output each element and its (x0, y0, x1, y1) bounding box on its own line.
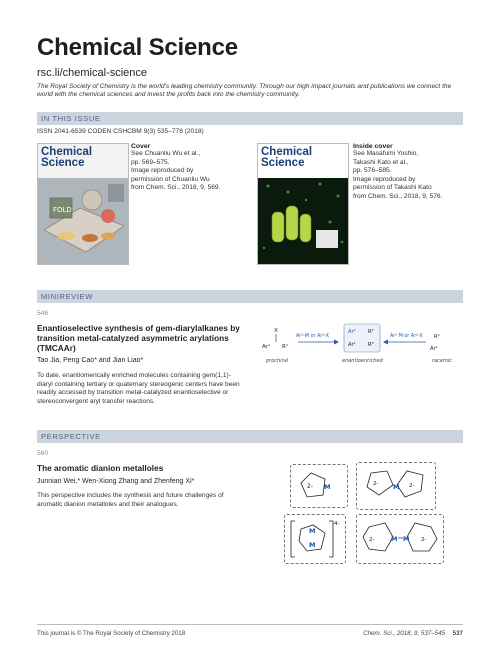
scheme-ar-label: Ar¹ (262, 344, 271, 350)
footer-page-number: 537 (452, 630, 463, 637)
structure-spiro-metallole (356, 462, 436, 510)
inside-cover-caption-title: Inside cover (353, 143, 393, 150)
inside-cover-artwork (258, 178, 348, 264)
cover-mini-title: Chemical Science (261, 146, 313, 169)
structure-bimetallic (284, 514, 346, 564)
metal-label: M (309, 541, 316, 549)
cover-caption-line: pp. 569–575. (131, 158, 170, 166)
footer-divider (37, 624, 463, 625)
metal-label: M (324, 483, 331, 491)
cover-mini-title: Chemical Science (41, 146, 93, 169)
section-label: PERSPECTIVE (41, 432, 101, 441)
metal-label: M (391, 535, 398, 543)
article-title[interactable]: The aromatic dianion metalloles (37, 463, 164, 473)
inside-cover-caption-line: from Chem. Sci., 2018, 9, 576. (353, 192, 443, 200)
scheme-r-label: R² (434, 334, 440, 340)
metal-label: M (309, 527, 316, 535)
article-page-number: 546 (37, 310, 49, 317)
section-label: IN THIS ISSUE (41, 114, 101, 123)
structure-metallole (290, 464, 348, 508)
cover-caption-line: from Chem. Sci., 2018, 9, 569. (131, 184, 221, 192)
scheme-left-reagent: Ar²-M or Ar²-X (296, 334, 329, 339)
inside-cover-caption-line: See Masafumi Yoshio, (353, 150, 419, 157)
scheme-right-reagent: Ar² M or Ar²-X (390, 334, 423, 339)
cover-image[interactable] (37, 143, 129, 265)
inside-cover-caption-line: permission of Takashi Kato (353, 184, 432, 192)
scheme-prochiral-label: prochiral (266, 358, 289, 364)
journal-title: Chemical Science (37, 34, 238, 61)
cover-caption-line: See Chuanliu Wu et al., (131, 150, 201, 157)
section-label: MINIREVIEW (41, 292, 93, 301)
section-header-perspective (37, 430, 463, 443)
scheme-r-label: R² (368, 329, 374, 335)
section-header-minireview (37, 290, 463, 303)
scheme-racemic-label: racemic (432, 358, 452, 364)
inside-cover-image[interactable] (257, 143, 349, 265)
section-header-in-this-issue (37, 112, 463, 125)
article-abstract: To date, enantiomerically enriched molecules containing gem(1,1)-diaryl containing tertiary or quaternary stereogenic centers have been readily accessed by transition metal-catalyzed enantioselective or stereoconvergent aryl transfer reactions. (37, 372, 240, 405)
scheme-r-label: R³ (368, 342, 374, 348)
article-page-number: 560 (37, 450, 49, 457)
article-abstract: This perspective includes the synthesis and future challenges of aromatic dianion metalloles and their analogues. (37, 492, 224, 508)
scheme-ar-label: Ar² (348, 329, 356, 335)
cover-caption (131, 143, 226, 193)
charge-label: 4- (334, 521, 340, 527)
footer-citation: Chem. Sci., 2018, 9, 537–545 (363, 630, 445, 637)
cover-caption-line: Image reproduced by (131, 167, 194, 175)
inside-cover-caption-line: Takashi Kato et al., (353, 158, 409, 166)
scheme-ar-label: Ar¹ (348, 342, 356, 348)
inside-cover-caption-line: pp. 576–585. (353, 167, 392, 175)
journal-url[interactable]: rsc.li/chemical-science (37, 67, 148, 79)
issn-line: ISSN 2041-6539 CODEN CSHCBM 9(3) 535–778 (2018) (37, 128, 204, 135)
article-authors: Junnian Wei,* Wen-Xiong Zhang and Zhenfeng Xi* (37, 478, 195, 485)
charge-label: 2- (409, 483, 415, 489)
inside-cover-caption-line: Image reproduced by (353, 175, 416, 183)
charge-label: 2- (307, 483, 313, 490)
charge-label: 2- (421, 537, 427, 543)
cover-caption-line: permission of Chuanliu Wu (131, 175, 210, 183)
metal-label: M (403, 535, 410, 543)
metal-label: M (393, 483, 400, 491)
journal-description: The Royal Society of Chemistry is the world’s leading chemistry community. Through our high impact journals and publications we connect the world with the chemical sciences and invest the profits back into the chemistry community. (37, 83, 452, 99)
scheme-enantioenriched-label: enantioenriched (342, 358, 383, 364)
scheme-r-label: R¹ (282, 344, 289, 350)
scheme-x-label: X (274, 328, 278, 334)
article-authors: Tao Jia, Peng Cao* and Jian Liao* (37, 357, 144, 364)
svg-text:FOLD: FOLD (53, 206, 72, 214)
scheme-ar-label: Ar¹ (430, 346, 438, 352)
footer-copyright: This journal is © The Royal Society of Chemistry 2018 (37, 630, 186, 637)
article-title[interactable]: Enantioselective synthesis of gem-diarylalkanes by transition metal-catalyzed asymmetric arylations (TMCAAr) (37, 323, 240, 353)
charge-label: 2- (373, 481, 379, 487)
inside-cover-caption (353, 143, 463, 202)
charge-label: 2- (369, 537, 375, 543)
cover-caption-title: Cover (131, 143, 151, 150)
structure-metal-metal (356, 514, 444, 564)
cover-artwork (38, 178, 128, 264)
reaction-scheme (262, 318, 462, 380)
